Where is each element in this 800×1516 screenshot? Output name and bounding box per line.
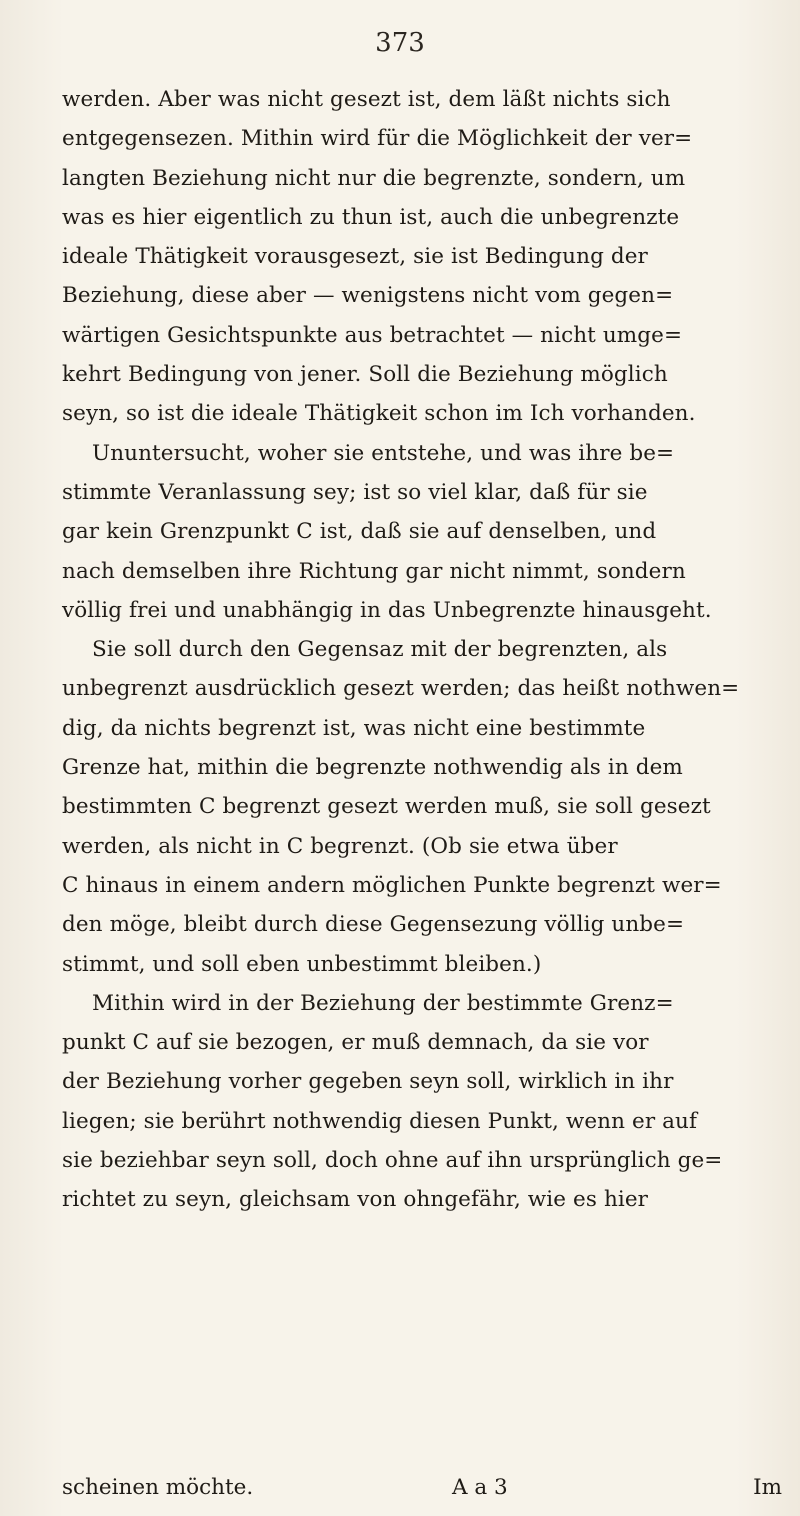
text-line: kehrt Bedingung von jener. Soll die Beziehung möglich <box>62 362 668 388</box>
text-line: was es hier eigentlich zu thun ist, auch die unbegrenzte <box>62 204 680 230</box>
text-line: langten Beziehung nicht nur die begrenzte, sondern, um <box>62 165 686 191</box>
text-line: entgegensezen. Mithin wird für die Möglichkeit der ver= <box>62 126 693 152</box>
text-line: ideale Thätigkeit vorausgesezt, sie ist Bedingung der <box>62 244 648 270</box>
catchword: Im <box>753 1475 782 1500</box>
last-line: scheinen möchte. <box>62 1475 254 1500</box>
page-footer <box>62 1468 782 1507</box>
text-line: unbegrenzt ausdrücklich gesezt werden; das heißt nothwen= <box>62 676 740 702</box>
text-line: Grenze hat, mithin die begrenzte nothwendig als in dem <box>62 755 683 781</box>
text-line: C hinaus in einem andern möglichen Punkte begrenzt wer= <box>62 872 722 898</box>
text-line: völlig frei und unabhängig in das Unbegrenzte hinausgeht. <box>62 597 712 623</box>
signature-mark: A a 3 <box>452 1475 508 1500</box>
text-line: liegen; sie berührt nothwendig diesen Punkt, wenn er auf <box>62 1108 698 1134</box>
text-line: den möge, bleibt durch diese Gegensezung völlig unbe= <box>62 912 685 938</box>
text-line: nach demselben ihre Richtung gar nicht nimmt, sondern <box>62 558 686 584</box>
text-line: bestimmten C begrenzt gesezt werden muß, sie soll gesezt <box>62 794 711 820</box>
text-line: seyn, so ist die ideale Thätigkeit schon im Ich vorhanden. <box>62 401 696 427</box>
text-line: werden. Aber was nicht gesezt ist, dem läßt nichts sich <box>62 87 671 112</box>
text-line: stimmt, und soll eben unbestimmt bleiben.) <box>62 951 542 977</box>
text-line: Mithin wird in der Beziehung der bestimmte Grenz= <box>92 990 674 1016</box>
body-text <box>62 80 782 1220</box>
text-line: richtet zu seyn, gleichsam von ohngefähr, wie es hier <box>62 1187 649 1213</box>
text-line: gar kein Grenzpunkt C ist, daß sie auf denselben, und <box>62 519 657 545</box>
text-line: der Beziehung vorher gegeben seyn soll, wirklich in ihr <box>62 1069 674 1095</box>
text-line: dig, da nichts begrenzt ist, was nicht eine bestimmte <box>62 715 646 741</box>
text-line: Sie soll durch den Gegensaz mit der begrenzten, als <box>92 637 668 663</box>
text-line: Ununtersucht, woher sie entstehe, und was ihre be= <box>92 440 675 466</box>
text-line: stimmte Veranlassung sey; ist so viel klar, daß für sie <box>62 479 648 505</box>
text-line: wärtigen Gesichtspunkte aus betrachtet — nicht umge= <box>62 322 683 348</box>
text-line: werden, als nicht in C begrenzt. (Ob sie etwa über <box>62 833 618 859</box>
text-line: punkt C auf sie bezogen, er muß demnach, da sie vor <box>62 1030 649 1056</box>
text-line: sie beziehbar seyn soll, doch ohne auf ihn ursprünglich ge= <box>62 1148 723 1174</box>
text-line: Beziehung, diese aber — wenigstens nicht vom gegen= <box>62 283 674 309</box>
page-number: 373 <box>375 28 425 58</box>
